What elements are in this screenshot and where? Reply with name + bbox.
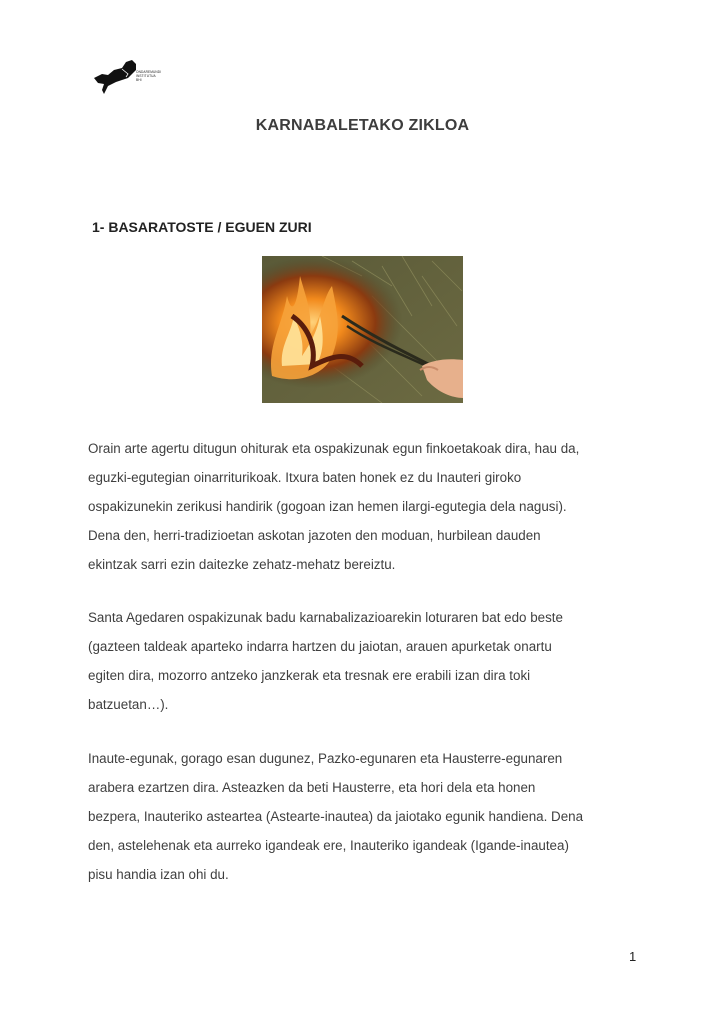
paragraph-line: pisu handia izan ohi du. [88, 867, 229, 882]
paragraph-line: bezpera, Inauteriko asteartea (Astearte-inautea) da jaiotako egunik handiena. Dena [88, 809, 584, 824]
logo-text-line: BHI [136, 78, 142, 82]
logo-text-line: INSTITUTUA [136, 74, 156, 78]
paragraph-line: ospakizunekin zerikusi handirik (gogoan izan hemen ilargi-egutegia dela nagusi). [88, 499, 567, 514]
paragraph [88, 434, 648, 579]
paragraph-line: (gazteen taldeak aparteko indarra hartzen du jaiotan, arauen apurketak onartu [88, 639, 552, 654]
paragraph-line: Inaute-egunak, gorago esan dugunez, Pazko-egunaren eta Hausterre-egunaren [88, 751, 563, 766]
page-title: KARNABALETAKO ZIKLOA [255, 117, 470, 134]
paragraph-line: eguzki-egutegian oinarriturikoak. Itxura baten honek ez du Inauteri giroko [88, 470, 522, 485]
institute-logo [92, 56, 164, 98]
paragraph-line: batzuetan…). [88, 697, 169, 712]
paragraph-line: den, astelehenak eta aurreko igandeak ere, Inauteriko igandeak (Igande-inautea) [88, 838, 569, 853]
paragraph [88, 744, 648, 889]
paragraph-line: Santa Agedaren ospakizunak badu karnabalizazioarekin loturaren bat edo beste [88, 610, 563, 625]
paragraph [88, 603, 648, 719]
section-heading: 1- BASARATOSTE / EGUEN ZURI [92, 219, 312, 235]
logo-text [136, 70, 162, 82]
paragraph-line: Dena den, herri-tradizioetan askotan jazoten den moduan, hurbilean dauden [88, 528, 541, 543]
paragraph-line: ekintzak sarri ezin daitezke zehatz-mehatz bereiztu. [88, 557, 396, 572]
logo-text-line: ONDAREMUNDI [136, 70, 162, 74]
bonfire-photo [262, 256, 463, 403]
page-number: 1 [629, 949, 637, 964]
paragraph-line: Orain arte agertu ditugun ohiturak eta ospakizunak egun finkoetakoak dira, hau da, [88, 441, 580, 456]
paragraph-line: arabera ezartzen dira. Asteazken da beti Hausterre, eta hori dela eta honen [88, 780, 536, 795]
paragraph-line: egiten dira, mozorro antzeko janzkerak eta tresnak ere erabili izan dira toki [88, 668, 531, 683]
